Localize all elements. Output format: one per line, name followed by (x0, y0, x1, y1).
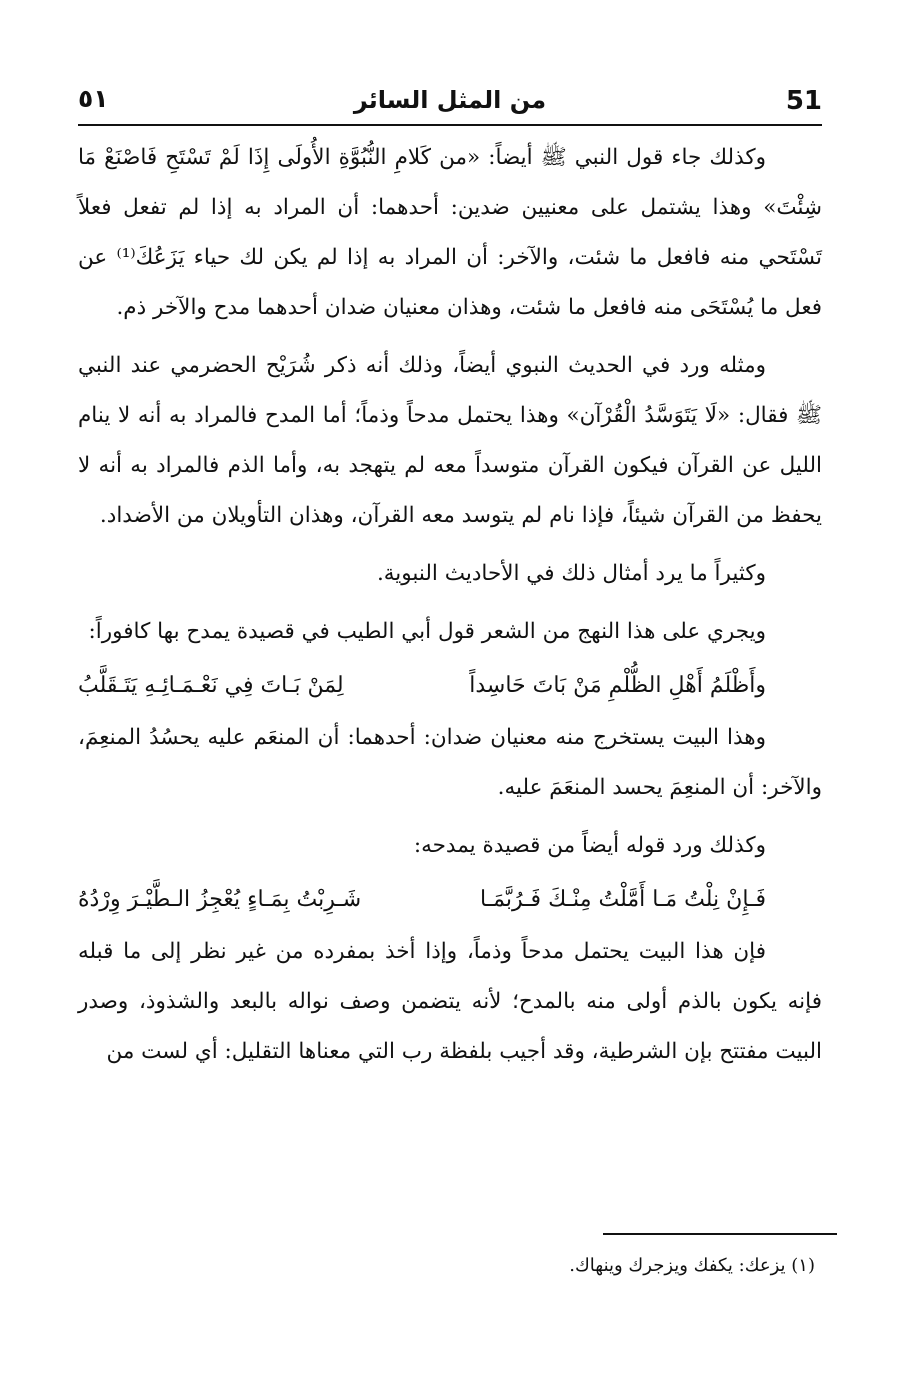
poem-verse-2 (78, 871, 822, 927)
paragraph-verse-2-intro: وكذلك ورد قوله أيضاً من قصيدة يمدحه: (413, 833, 766, 858)
paragraph-many-examples: وكثيراً ما يرد أمثال ذلك في الأحاديث النبوية. (376, 561, 766, 586)
footnote-rule (603, 1233, 837, 1235)
paragraph-quran-pillow: ومثله ورد في الحديث النبوي أيضاً، وذلك أنه ذكر شُرَيْح الحضرمي عند النبي ﷺ فقال: «لَا يَتَوَسَّدُ الْقُرْآن» وهذا يحتمل مدحاً وذماً؛ أما المدح فالمراد به أنه لا ينام الليل عن القرآن فيكون القرآن متوسداً معه لم يتهجد به، وأما الذم فالمراد به أنه لا يحفظ من القرآن شيئاً، فإذا نام لم يتوسد معه القرآن، وهذان التأويلان من الأضداد. (78, 353, 822, 528)
paragraph-verse-1-explanation: وهذا البيت يستخرج منه معنيان ضدان: أحدهما: أن المنعَم عليه يحسُدُ المنعِمَ، والآخر: أن المنعِمَ يحسد المنعَمَ عليه. (78, 725, 822, 800)
verse-2-second-hemistich: شَـرِبْتُ بِمَـاءٍ يُعْجِزُ الـطَّيْـرَ وِرْدُهُ (78, 887, 362, 912)
paragraph-abu-tayyib-intro: ويجري على هذا النهج من الشعر قول أبي الطيب في قصيدة يمدح بها كافوراً: (88, 619, 766, 644)
paragraph-gap (78, 333, 822, 341)
page-number-latin: 51 (785, 86, 822, 116)
paragraph-hadith-shame: وكذلك جاء قول النبي ﷺ أيضاً: «من كَلامِ النُّبُوَّةِ الأُولَى إِذَا لَمْ تَسْتَحِ فَاصْنَعْ مَا شِئْتَ» وهذا يشتمل على معنيين ضدين: أحدهما: أن المراد به إذا لم تفعل فعلاً تَسْتَحي منه فافعل ما شئت، والآخر: أن المراد به إذا لم يكن لك حياء يَزَعُكَ⁽¹⁾ عن فعل ما يُسْتَحَى منه فافعل ما شئت، وهذان معنيان ضدان أحدهما مدح والآخر ذم. (78, 145, 822, 320)
body-text (78, 133, 822, 1077)
page-number-arabic: ٥١ (78, 84, 109, 113)
paragraph-gap (78, 599, 822, 607)
page-header (78, 82, 822, 124)
verse-1-first-hemistich: وأَظْلَمُ أَهْلِ الظُّلْمِ مَنْ بَاتَ حَاسِداً (469, 673, 766, 698)
poem-verse-1 (78, 657, 822, 713)
running-title: من المثل السائر (353, 86, 547, 114)
paragraph-gap (78, 813, 822, 821)
paragraph-gap (78, 541, 822, 549)
header-rule (78, 124, 822, 126)
footnote: (١) يزعك: يكفك ويزجرك وينهاك. (569, 1255, 815, 1276)
verse-1-second-hemistich: لِمَنْ بَـاتَ فِي نَعْـمَـائِـهِ يَتَـقَلَّبُ (78, 673, 344, 698)
paragraph-verse-2-explanation: فإن هذا البيت يحتمل مدحاً وذماً، وإذا أخذ بمفرده من غير نظر إلى ما قبله فإنه يكون بالذم أولى منه بالمدح؛ لأنه يتضمن وصف نواله بالبعد والشذوذ، وصدر البيت مفتتح بإن الشرطية، وقد أجيب بلفظة رب التي معناها التقليل: أي لست من (78, 939, 822, 1064)
verse-2-first-hemistich: فَـإِنْ نِلْتُ مَـا أَمَّلْتُ مِنْـكَ فَـرُبَّمَـا (479, 887, 766, 912)
